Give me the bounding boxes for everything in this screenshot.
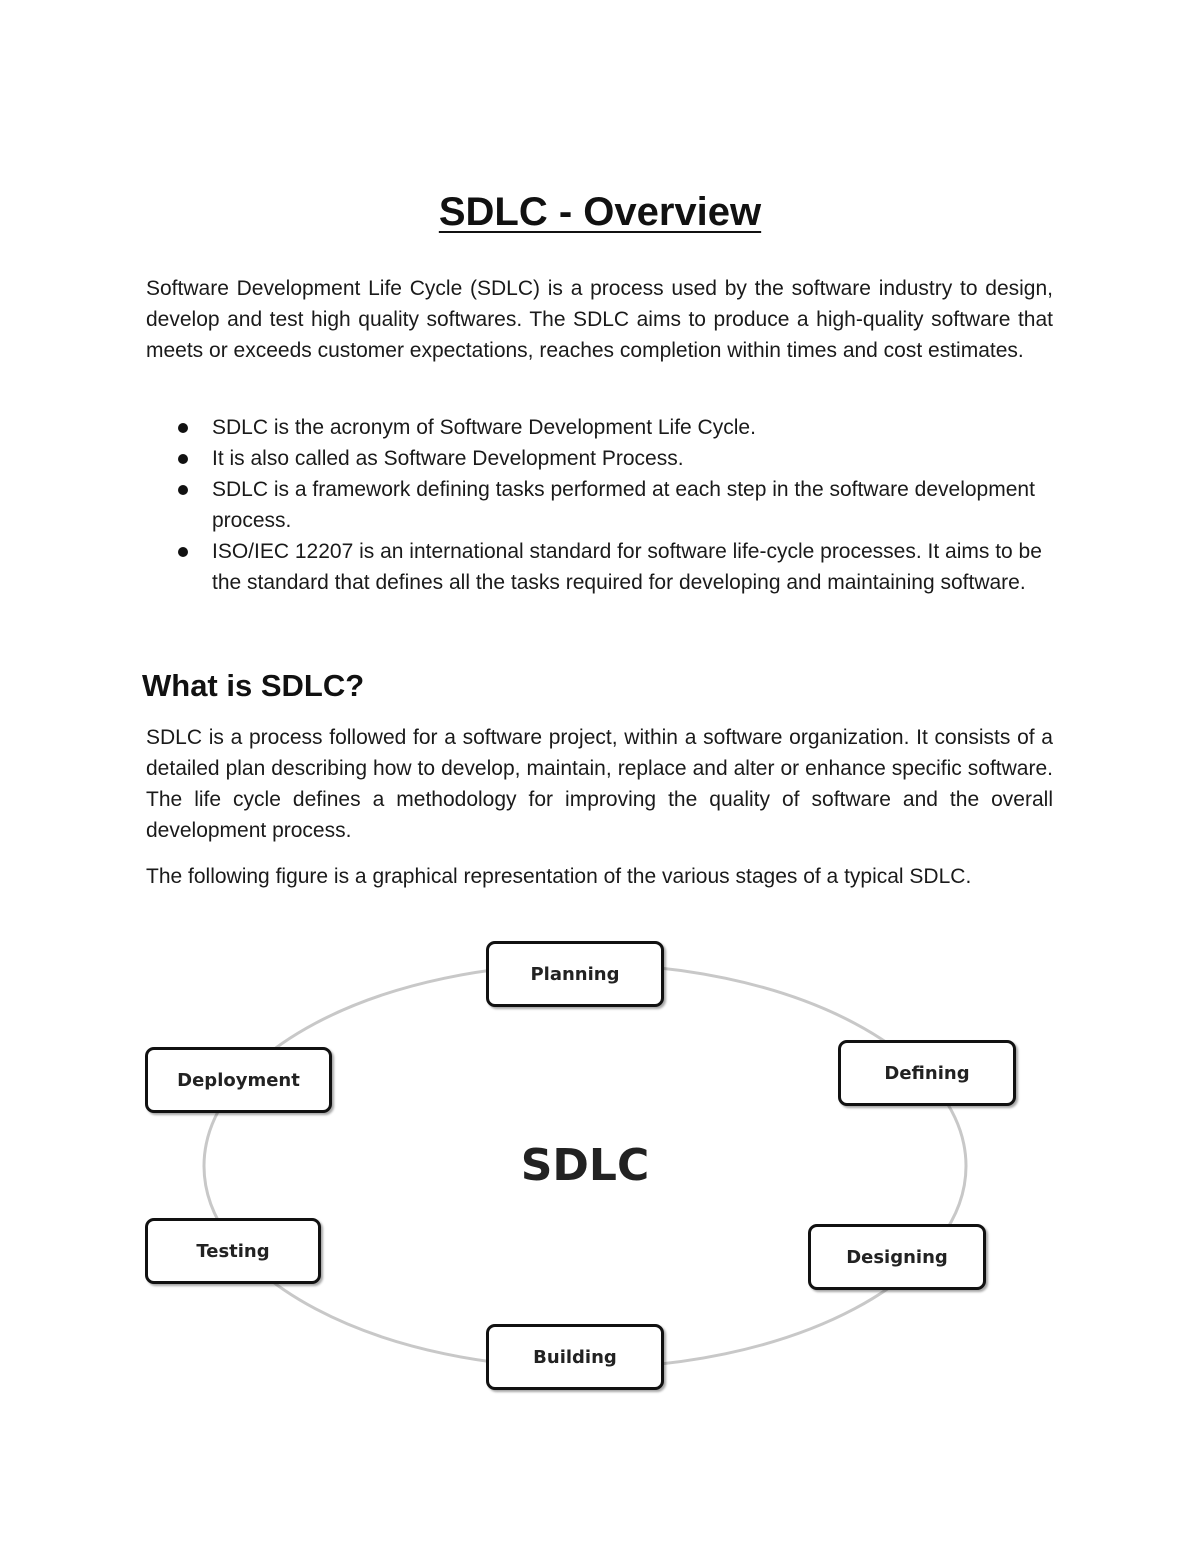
bullet-text: ISO/IEC 12207 is an international standard for software life-cycle processes. It aims to be the standard that defines all the tasks required for developing and maintaining software. — [212, 540, 1042, 594]
bullet-item — [212, 474, 1042, 536]
bullet-item — [212, 536, 1042, 598]
stage-testing: Testing — [145, 1218, 321, 1284]
bullet-text: SDLC is the acronym of Software Development Life Cycle. — [212, 416, 756, 439]
stage-deployment: Deployment — [145, 1047, 332, 1113]
page-title: SDLC - Overview — [438, 190, 762, 234]
stage-designing: Designing — [808, 1224, 986, 1290]
bullet-icon — [178, 454, 188, 464]
diagram-center-label: SDLC — [520, 1140, 650, 1191]
bullet-icon — [178, 547, 188, 557]
stage-building: Building — [486, 1324, 664, 1390]
bullet-text: It is also called as Software Development Process. — [212, 447, 684, 470]
figure-intro-paragraph: The following figure is a graphical representation of the various stages of a typical SDLC. — [146, 865, 972, 888]
section-paragraph: SDLC is a process followed for a software project, within a software organization. It consists of a detailed plan describing how to develop, maintain, replace and alter or enhance specific software. The life cycle defines a methodology for improving the quality of software and the overall development process. — [146, 726, 1053, 842]
intro-paragraph: Software Development Life Cycle (SDLC) is a process used by the software industry to design, develop and test high quality softwares. The SDLC aims to produce a high-quality software that meets or exceeds customer expectations, reaches completion within times and cost estimates. — [146, 277, 1053, 362]
bullet-icon — [178, 423, 188, 433]
stage-defining: Defining — [838, 1040, 1016, 1106]
section-heading: What is SDLC? — [142, 668, 365, 703]
bullet-text: SDLC is a framework defining tasks performed at each step in the software development process. — [212, 478, 1035, 532]
sdlc-diagram — [130, 930, 1030, 1405]
bullet-item — [212, 443, 1042, 474]
bullet-list — [212, 412, 1042, 598]
bullet-item — [212, 412, 1042, 443]
stage-planning: Planning — [486, 941, 664, 1007]
bullet-icon — [178, 485, 188, 495]
